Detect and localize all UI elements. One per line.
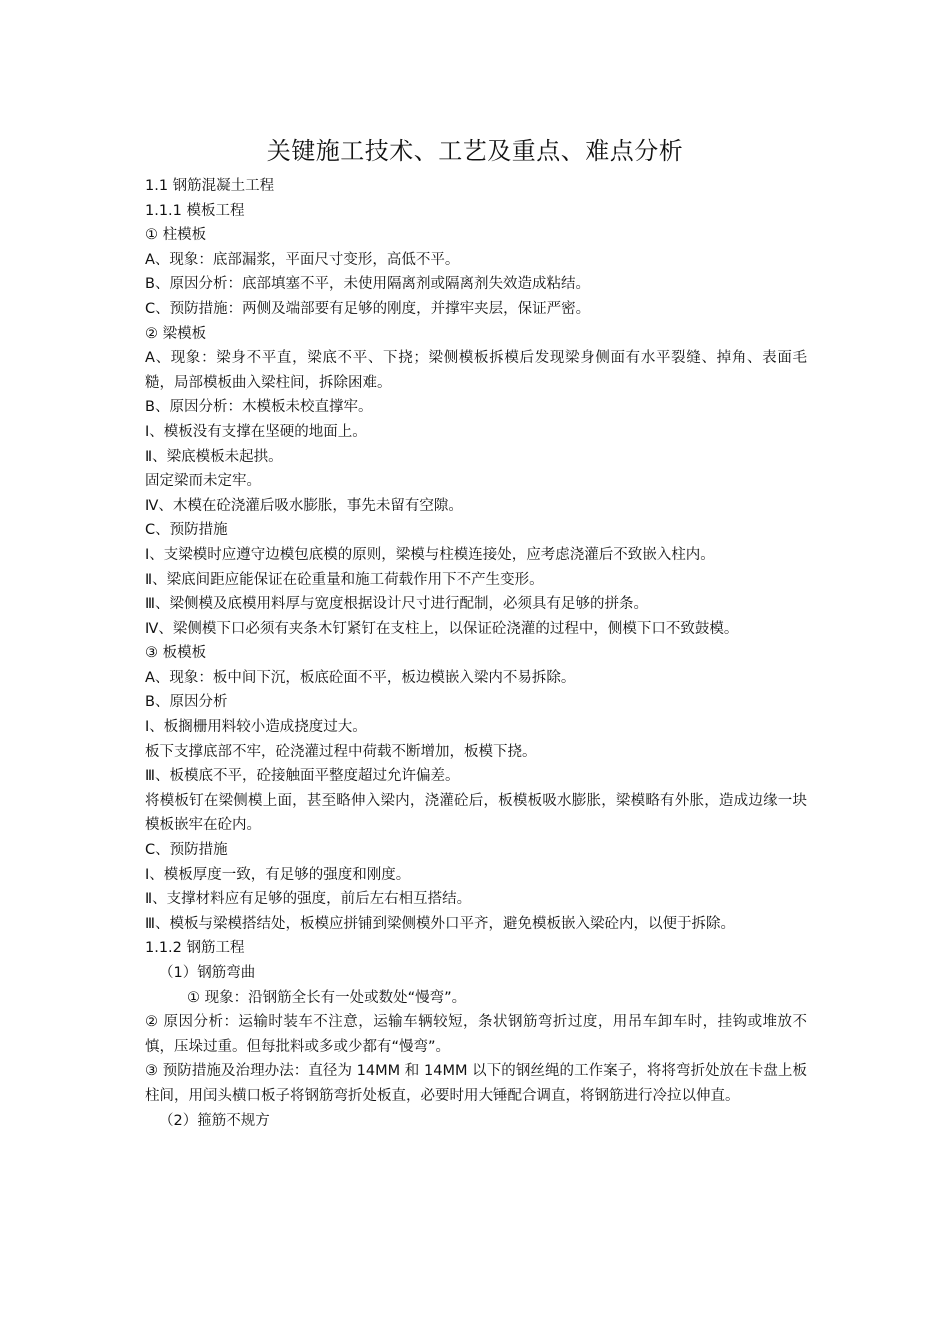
paragraph-line: Ⅱ、梁底间距应能保证在砼重量和施工荷载作用下不产生变形。: [145, 571, 544, 588]
paragraph-line: B、原因分析：底部填塞不平，未使用隔离剂或隔离剂失效造成粘结。: [145, 276, 590, 293]
subsection-heading: 1.1.1 模板工程: [145, 202, 245, 219]
paragraph-line: A、现象：梁身不平直，梁底不平、下挠；梁侧模板拆模后发现梁身侧面有水平裂缝、掉角、表面毛糙，局部模板曲入梁柱间，拆除困难。: [145, 350, 807, 391]
item-heading: ① 柱模板: [145, 227, 207, 244]
paragraph-line: B、原因分析：木模板未校直撑牢。: [145, 399, 373, 416]
document-body: [145, 174, 807, 1133]
document-title: 关键施工技术、工艺及重点、难点分析: [266, 137, 684, 165]
paragraph-line: ② 原因分析：运输时装车不注意，运输车辆较短，条状钢筋弯折过度，用吊车卸车时，挂钩或堆放不慎，压垛过重。但每批料或多或少都有“慢弯”。: [145, 1014, 807, 1055]
item-heading: （2）箍筋不规方: [159, 1112, 270, 1129]
paragraph-line: C、预防措施: [145, 522, 228, 539]
paragraph-line: 板下支撑底部不牢，砼浇灌过程中荷载不断增加，板模下挠。: [145, 743, 537, 760]
subsection-heading: 1.1.2 钢筋工程: [145, 940, 245, 957]
paragraph-line: C、预防措施：两侧及端部要有足够的刚度，并撑牢夹层，保证严密。: [145, 300, 591, 317]
paragraph-line: Ⅰ、模板厚度一致，有足够的强度和刚度。: [145, 866, 411, 883]
item-heading: ② 梁模板: [145, 325, 207, 342]
paragraph-line: Ⅱ、支撑材料应有足够的强度，前后左右相互搭结。: [145, 891, 472, 908]
item-heading: ③ 板模板: [145, 645, 207, 662]
paragraph-line: 固定梁而未定牢。: [145, 473, 261, 490]
section-heading: 1.1 钢筋混凝土工程: [145, 178, 275, 194]
paragraph-line: Ⅰ、模板没有支撑在坚硬的地面上。: [145, 423, 367, 440]
paragraph-line: ③ 预防措施及治理办法：直径为 14MM 和 14MM 以下的钢丝绳的工作案子，将将弯折处放在卡盘上板柱间，用闰头横口板子将钢筋弯折处板直，必要时用大锤配合调直，将钢筋进行冷拉以伸直。: [145, 1063, 807, 1104]
item-heading: （1）钢筋弯曲: [159, 965, 256, 981]
paragraph-line: Ⅳ、木模在砼浇灌后吸水膨胀，事先未留有空隙。: [145, 497, 463, 514]
paragraph-line: Ⅲ、板模底不平，砼接触面平整度超过允许偏差。: [145, 768, 460, 785]
paragraph-line: Ⅲ、梁侧模及底模用料厚与宽度根据设计尺寸进行配制，必须具有足够的拼条。: [145, 596, 648, 613]
paragraph-line: B、原因分析: [145, 694, 228, 711]
paragraph-line: Ⅱ、梁底模板未起拱。: [145, 448, 283, 465]
paragraph-line: Ⅳ、梁侧模下口必须有夹条木钉紧钉在支柱上，以保证砼浇灌的过程中，侧模下口不致鼓模。: [145, 620, 739, 637]
paragraph-line: 将模板钉在梁侧模上面，甚至略伸入梁内，浇灌砼后，板模板吸水膨胀，梁模略有外胀，造成边缘一块模板嵌牢在砼内。: [145, 792, 807, 834]
paragraph-line: Ⅰ、支梁模时应遵守边模包底模的原则，梁模与柱模连接处，应考虑浇灌后不致嵌入柱内。: [145, 546, 715, 563]
paragraph-line: Ⅰ、板搁栅用料较小造成挠度过大。: [145, 719, 367, 736]
paragraph-line: Ⅲ、模板与梁模搭结处，板模应拼铺到梁侧模外口平齐，避免模板嵌入梁砼内，以便于拆除。: [145, 915, 735, 932]
paragraph-line: A、现象：板中间下沉，板底砼面不平，板边模嵌入梁内不易拆除。: [145, 669, 576, 686]
paragraph-line: C、预防措施: [145, 842, 228, 859]
paragraph-line: A、现象：底部漏浆，平面尺寸变形，高低不平。: [145, 251, 460, 268]
paragraph-line: ① 现象：沿钢筋全长有一处或数处“慢弯”。: [187, 989, 467, 1006]
